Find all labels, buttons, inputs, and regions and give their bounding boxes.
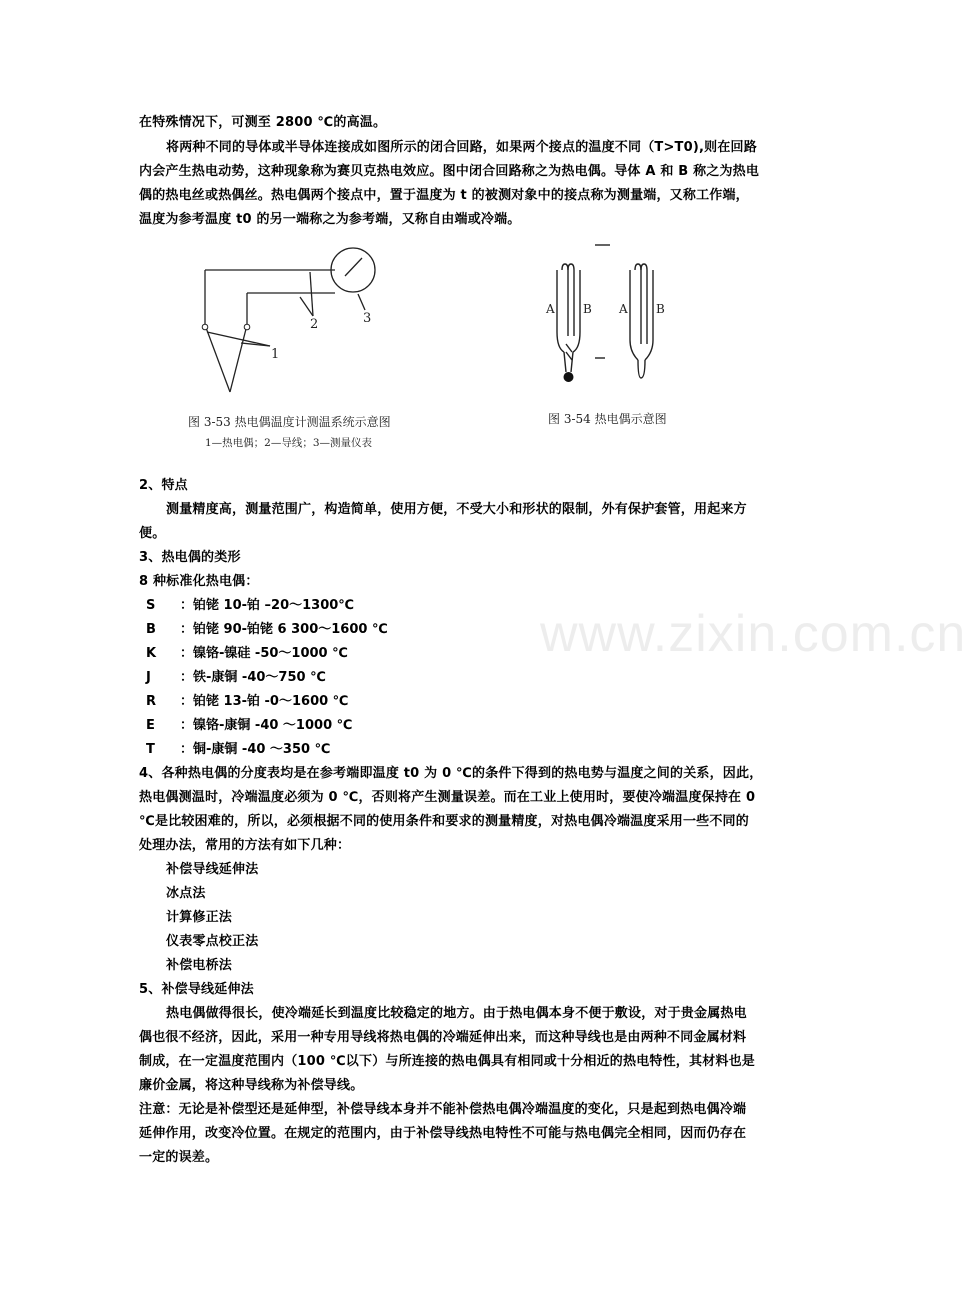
thermocouple-type-row: J ：铁-康铜 -40～750 ℃ <box>146 670 326 685</box>
thermocouple-type-row: T ：铜-康铜 -40 ～350 ℃ <box>146 742 331 757</box>
paragraph-line: 偶也很不经济，因此，采用一种专用导线将热电偶的冷端延伸出来，而这种导线也是由两种不同金属材料 <box>139 1030 747 1045</box>
paragraph-line: 将两种不同的导体或半导体连接成如图所示的闭合回路，如果两个接点的温度不同（T>T0),则在回路 <box>166 140 757 155</box>
paragraph-line: 热电偶做得很长，使冷端延长到温度比较稳定的地方。由于热电偶本身不便于敷设，对于贵金属热电 <box>166 1006 747 1021</box>
conductor-label-a: A <box>546 302 555 316</box>
thermocouple-type-row: E ：镍铬-康铜 -40 ～1000 ℃ <box>146 718 353 733</box>
method-item: 计算修正法 <box>166 910 233 925</box>
thermocouple-diagram-figure <box>530 240 700 390</box>
method-item: 仪表零点校正法 <box>166 934 259 949</box>
thermocouple-type-row: B ：铂铑 90-铂铑 6 300～1600 ℃ <box>146 622 388 637</box>
figure-caption: 图 3-54 热电偶示意图 <box>548 412 667 426</box>
paragraph-line: 热电偶测温时，冷端温度必须为 0 ℃，否则将产生测量误差。而在工业上使用时，要使冷端温度保持在 0 <box>139 790 756 805</box>
note-line: 注意：无论是补偿型还是延伸型，补偿导线本身并不能补偿热电偶冷端温度的变化，只是起到热电偶冷端 <box>139 1102 747 1117</box>
paragraph-line: 便。 <box>139 526 166 541</box>
paragraph-line: 内会产生热电动势，这种现象称为赛贝克热电效应。图中闭合回路称之为热电偶。导体 A 和 B 称之为热电 <box>139 164 760 179</box>
method-item: 补偿导线延伸法 <box>166 862 259 877</box>
paragraph-line: ℃是比较困难的，所以，必须根据不同的使用条件和要求的测量精度，对热电偶冷端温度采用一些不同的 <box>139 814 749 829</box>
paragraph-line: 廉价金属，将这种导线称为补偿导线。 <box>139 1078 364 1093</box>
thermocouple-type-row: S ：铂铑 10-铂 –20～1300℃ <box>146 598 355 613</box>
method-item: 补偿电桥法 <box>166 958 233 973</box>
note-line: 一定的误差。 <box>139 1150 219 1165</box>
paragraph-line: 温度为参考温度 t0 的另一端称之为参考端，又称自由端或冷端。 <box>139 212 521 227</box>
figure-label-1: 1 <box>271 347 280 362</box>
figure-label-3: 3 <box>363 311 372 326</box>
method-item: 冰点法 <box>166 886 206 901</box>
thermocouple-system-figure <box>185 240 415 410</box>
paragraph-line: 4、各种热电偶的分度表均是在参考端即温度 t0 为 0 ℃的条件下得到的热电势与温度之间的关系，因此， <box>139 766 763 781</box>
figure-subcaption: 1—热电偶；2—导线；3—测量仪表 <box>205 437 373 449</box>
conductor-label-b: B <box>656 302 665 316</box>
conductor-label-a: A <box>619 302 628 316</box>
thermocouple-type-row: K ：镍铬-镍硅 -50～1000 ℃ <box>146 646 348 661</box>
paragraph-line: 测量精度高，测量范围广，构造简单，使用方便，不受大小和形状的限制，外有保护套管，用起来方 <box>166 502 747 517</box>
figure-caption: 图 3-53 热电偶温度计测温系统示意图 <box>188 415 391 429</box>
paragraph-line: 处理办法，常用的方法有如下几种： <box>139 838 351 853</box>
figure-label-2: 2 <box>310 317 319 332</box>
section-subheading: 8 种标准化热电偶： <box>139 574 259 589</box>
thermocouple-type-row: R ：铂铑 13-铂 -0～1600 ℃ <box>146 694 349 709</box>
paragraph-line: 在特殊情况下，可测至 2800 ℃的高温。 <box>139 115 387 130</box>
paragraph-line: 制成，在一定温度范围内（100 ℃以下）与所连接的热电偶具有相同或十分相近的热电特性，其材料也是 <box>139 1054 756 1069</box>
watermark: www.zixin.com.cn <box>540 605 966 663</box>
section-heading: 3、热电偶的类形 <box>139 550 241 565</box>
conductor-label-b: B <box>583 302 592 316</box>
section-heading: 5、补偿导线延伸法 <box>139 982 254 997</box>
section-heading: 2、特点 <box>139 478 188 493</box>
paragraph-line: 偶的热电丝或热偶丝。热电偶两个接点中，置于温度为 t 的被测对象中的接点称为测量端，又称工作端， <box>139 188 749 203</box>
note-line: 延伸作用，改变冷位置。在规定的范围内，由于补偿导线热电特性不可能与热电偶完全相同，因而仍存在 <box>139 1126 747 1141</box>
